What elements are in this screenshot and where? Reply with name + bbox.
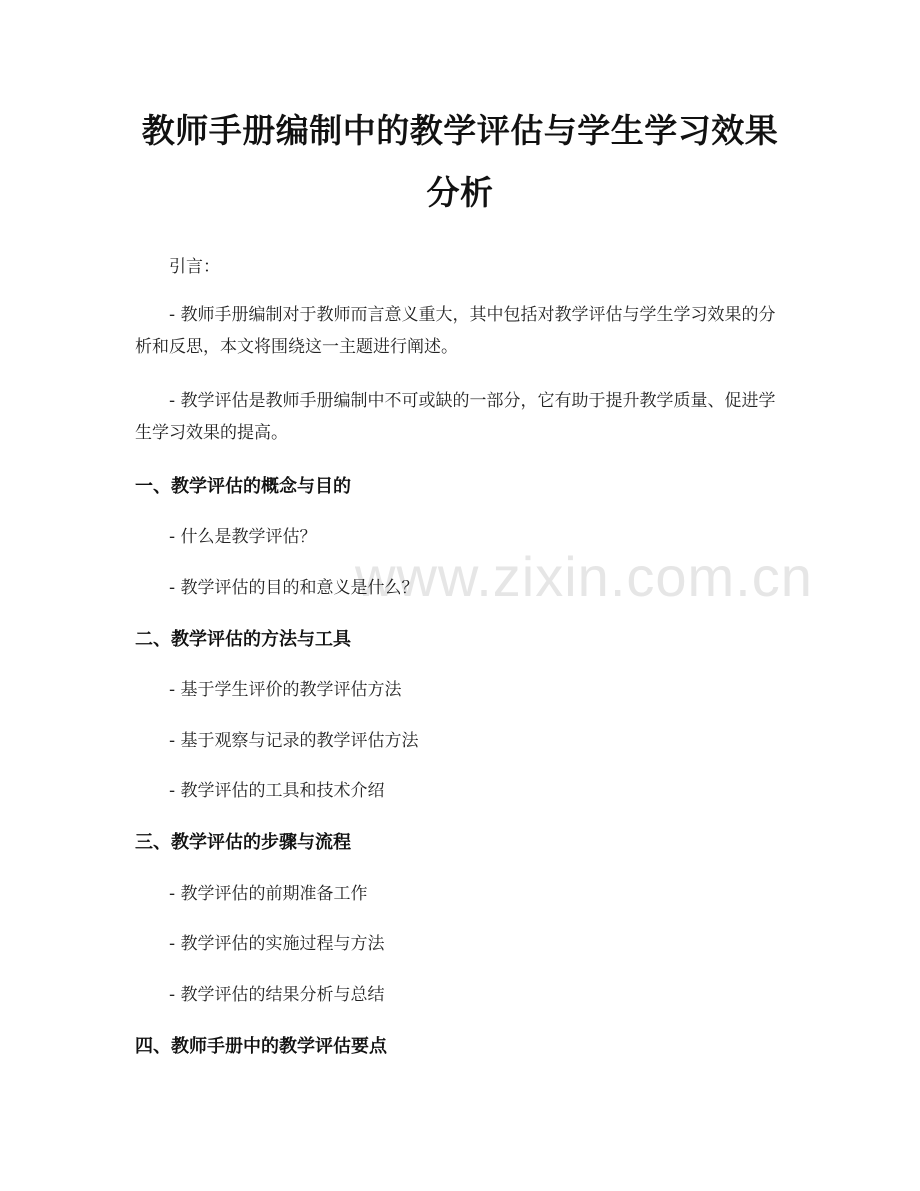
list-item: - 教学评估的实施过程与方法	[169, 934, 385, 954]
intro-paragraph-2: - 教学评估是教师手册编制中不可或缺的一部分，它有助于提升教学质量、促进学生学习效果的提高。	[135, 391, 776, 443]
list-item: - 教学评估的工具和技术介绍	[169, 781, 385, 801]
section-heading-2: 二、教学评估的方法与工具	[135, 629, 351, 650]
list-item: - 教学评估的目的和意义是什么？	[169, 578, 419, 598]
section-heading-1: 一、教学评估的概念与目的	[135, 476, 351, 497]
document-title	[130, 100, 790, 224]
title-line-1: 教师手册编制中的教学评估与学生学习效果	[141, 111, 779, 150]
intro-paragraph-1: - 教师手册编制对于教师而言意义重大，其中包括对教学评估与学生学习效果的分析和反思，本文将围绕这一主题进行阐述。	[135, 305, 776, 357]
intro-label: 引言：	[169, 257, 220, 277]
list-item: - 教学评估的前期准备工作	[169, 884, 368, 904]
list-item: - 基于观察与记录的教学评估方法	[169, 731, 419, 751]
list-item: - 什么是教学评估？	[169, 527, 317, 547]
title-line-2: 分析	[426, 173, 494, 212]
section-heading-3: 三、教学评估的步骤与流程	[135, 832, 351, 853]
list-item: - 教学评估的结果分析与总结	[169, 985, 385, 1005]
section-heading-4: 四、教师手册中的教学评估要点	[135, 1036, 387, 1057]
list-item: - 基于学生评价的教学评估方法	[169, 680, 402, 700]
watermark: www.zixin.com.cn	[355, 545, 813, 608]
